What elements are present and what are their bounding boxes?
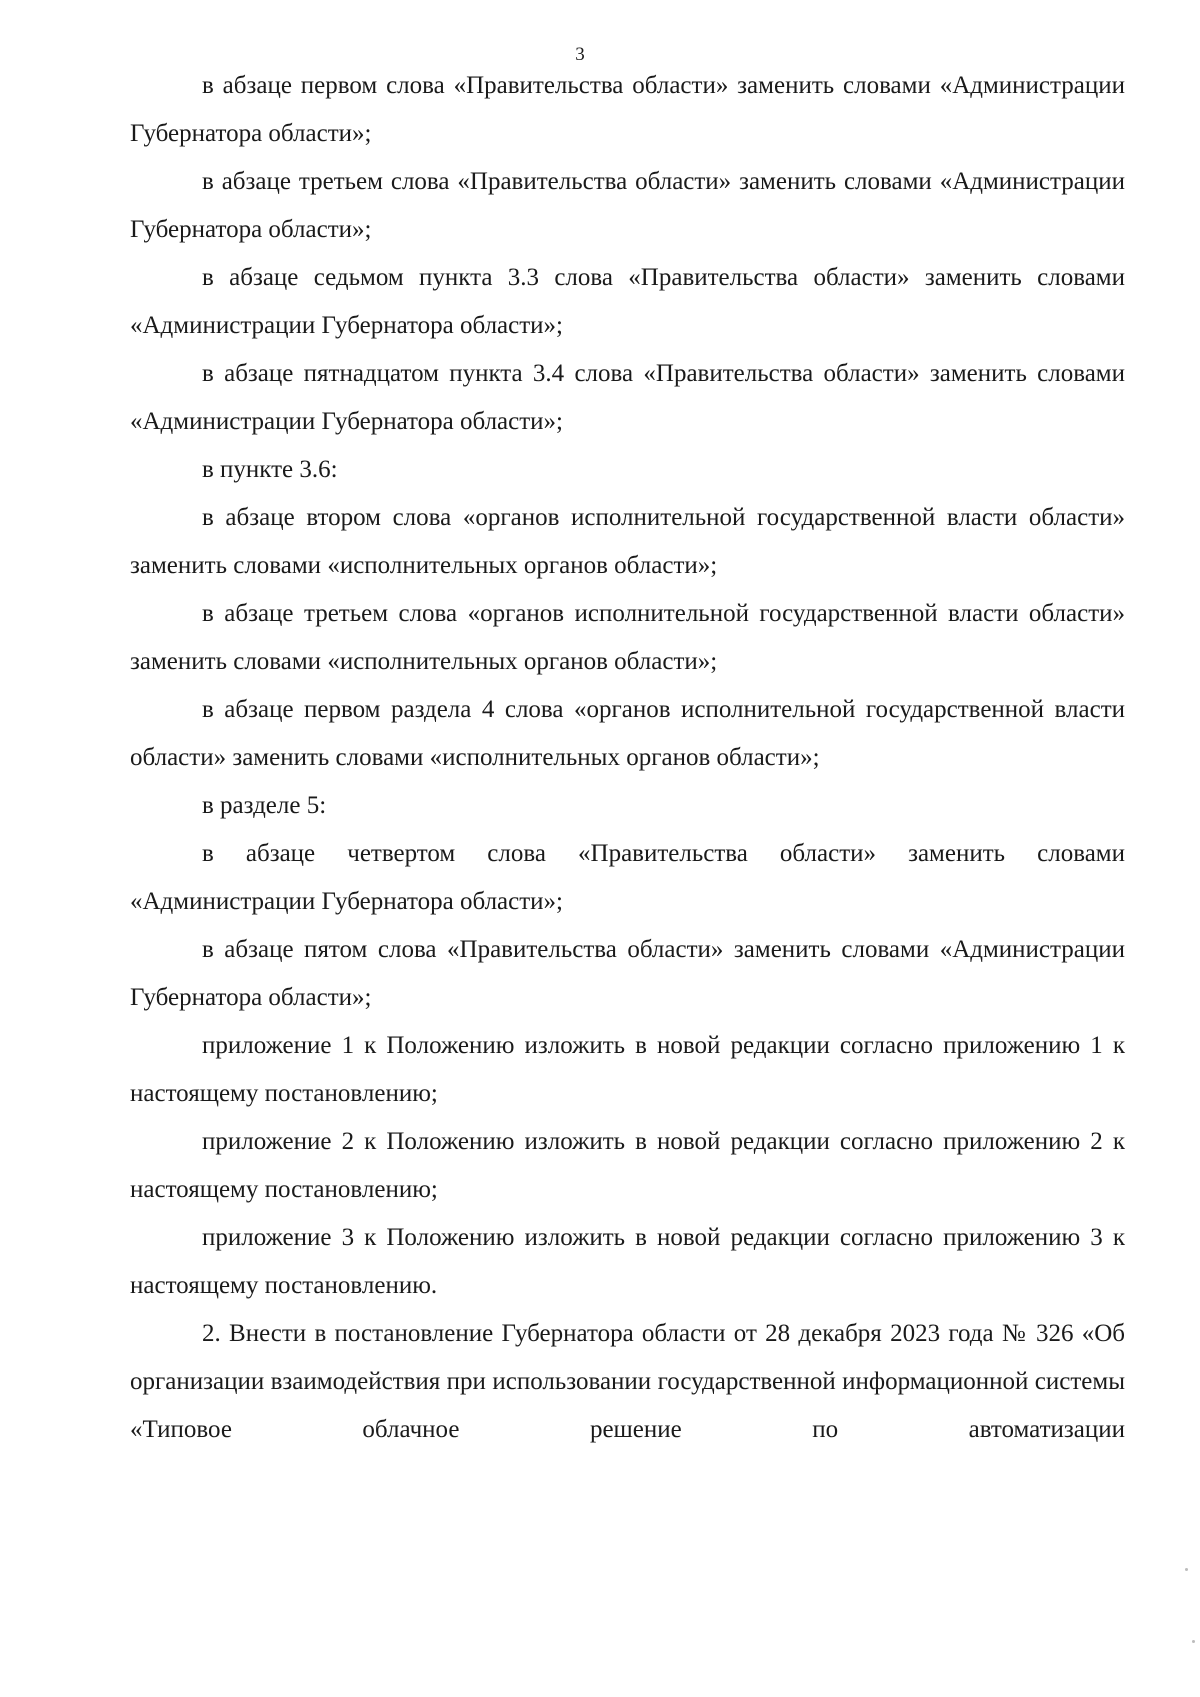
paragraph-12: приложение 1 к Положению изложить в новой редакции согласно приложению 1 к настоящему постановлению; [130, 1032, 1125, 1107]
paragraph-11: в абзаце пятом слова «Правительства области» заменить словами «Администрации Губернатора области»; [130, 936, 1125, 1011]
paragraph-5: в пункте 3.6: [202, 456, 338, 483]
paragraph-6: в абзаце втором слова «органов исполнительной государственной власти области» заменить словами «исполнительных органов области»; [130, 504, 1125, 579]
paragraph-14: приложение 3 к Положению изложить в новой редакции согласно приложению 3 к настоящему постановлению. [130, 1224, 1125, 1299]
paragraph-8: в абзаце первом раздела 4 слова «органов исполнительной государственной власти области» заменить словами «исполнительных органов области»; [130, 696, 1125, 771]
paragraph-7: в абзаце третьем слова «органов исполнительной государственной власти области» заменить словами «исполнительных органов области»; [130, 600, 1125, 675]
scan-speck [1192, 1640, 1195, 1643]
paragraph-10: в абзаце четвертом слова «Правительства области» заменить словами «Администрации Губернатора области»; [130, 840, 1125, 915]
paragraph-2: в абзаце третьем слова «Правительства области» заменить словами «Администрации Губернатора области»; [130, 168, 1125, 243]
scan-speck [1185, 1568, 1188, 1571]
paragraph-15: 2. Внести в постановление Губернатора области от 28 декабря 2023 года № 326 «Об организации взаимодействия при использовании государственной информационной системы «Типовое облачное решение по автоматизации [130, 1320, 1125, 1443]
document-body [130, 62, 1125, 1454]
page-number: 3 [575, 44, 585, 65]
paragraph-9: в разделе 5: [202, 792, 327, 819]
paragraph-1: в абзаце первом слова «Правительства области» заменить словами «Администрации Губернатора области»; [130, 72, 1125, 147]
paragraph-4: в абзаце пятнадцатом пункта 3.4 слова «Правительства области» заменить словами «Администрации Губернатора области»; [130, 360, 1125, 435]
paragraph-13: приложение 2 к Положению изложить в новой редакции согласно приложению 2 к настоящему постановлению; [130, 1128, 1125, 1203]
paragraph-3: в абзаце седьмом пункта 3.3 слова «Правительства области» заменить словами «Администрации Губернатора области»; [130, 264, 1125, 339]
